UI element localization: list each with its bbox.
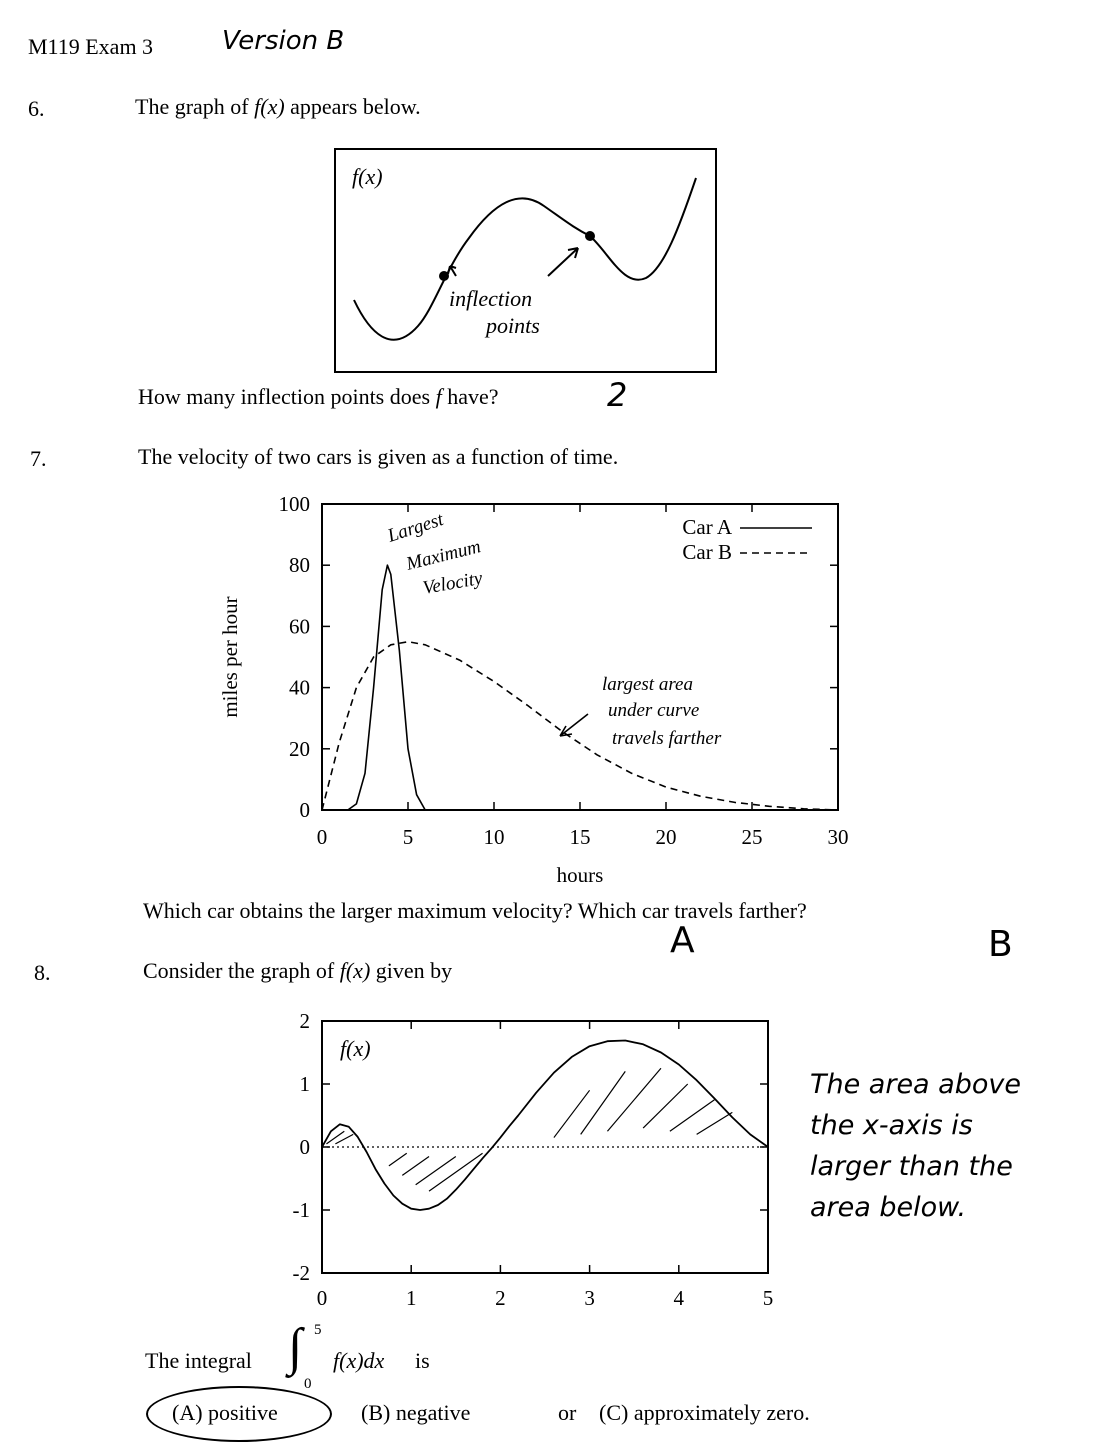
q7-note-area-2: under curve xyxy=(608,700,700,721)
q7-questions: Which car obtains the larger maximum velocity? Which car travels farther? xyxy=(143,898,807,923)
q8-note-line3: larger than the xyxy=(810,1151,1013,1182)
integral-sign: ∫ xyxy=(288,1319,303,1376)
q8-ytick-label: -1 xyxy=(292,1198,310,1222)
q8-function-curve xyxy=(322,1041,768,1211)
q7-note-area-3: travels farther xyxy=(612,728,722,749)
q7-answer-1: A xyxy=(670,920,695,961)
q8-ytick-label: 1 xyxy=(299,1072,310,1096)
q7-number: 7. xyxy=(30,446,47,471)
q7-series-car-a xyxy=(322,565,838,810)
choice-c[interactable]: (C) approximately zero. xyxy=(599,1400,810,1425)
q8-xtick-label: 4 xyxy=(673,1286,685,1310)
q7-xlabel: hours xyxy=(556,863,604,887)
q8-xtick-label: 5 xyxy=(762,1286,774,1310)
q7-ytick-label: 80 xyxy=(289,553,310,578)
q8-note xyxy=(810,1064,1021,1228)
q8-ytick-label: -2 xyxy=(292,1261,310,1285)
q8-note-line2: the x-axis is xyxy=(810,1110,973,1141)
q6-number: 6. xyxy=(28,96,45,121)
q7-ytick-label: 100 xyxy=(278,492,310,516)
q8-hatch-mark xyxy=(581,1071,626,1134)
q8-hatch-mark xyxy=(697,1112,733,1134)
q8-xtick-label: 1 xyxy=(405,1286,417,1310)
q8-hatch-mark xyxy=(643,1084,688,1128)
choice-or: or xyxy=(558,1400,577,1425)
q8-integral-post: is xyxy=(415,1348,430,1373)
q7-answer-2: B xyxy=(988,924,1013,965)
q8-ytick-label: 0 xyxy=(299,1135,310,1159)
q7-xtick-label: 25 xyxy=(741,825,763,849)
q7-prompt: The velocity of two cars is given as a function of time. xyxy=(138,444,619,469)
version-note: Version B xyxy=(222,26,345,56)
q6-graph-frame xyxy=(335,149,716,372)
q8-prompt: Consider the graph of f(x) given by xyxy=(143,958,453,983)
q6-answer: 2 xyxy=(607,376,628,414)
q7-ytick-label: 60 xyxy=(289,614,310,639)
q7-xtick-label: 20 xyxy=(655,825,677,849)
q8-hatch-mark xyxy=(429,1153,483,1191)
q7-plot-area xyxy=(218,492,849,887)
exam-title: M119 Exam 3 xyxy=(28,34,154,59)
q6-inflection-point-2 xyxy=(585,231,595,241)
q8-integral-upper: 5 xyxy=(314,1322,322,1338)
q7-xtick-label: 15 xyxy=(569,825,591,849)
choice-b[interactable]: (B) negative xyxy=(361,1400,471,1425)
q8-chart xyxy=(270,1005,790,1315)
q7-xtick-label: 0 xyxy=(316,825,328,849)
q7-xtick-label: 10 xyxy=(483,825,505,849)
q7-ytick-label: 0 xyxy=(299,798,310,822)
q8-plot-area xyxy=(293,1009,774,1310)
q8-hatch-mark xyxy=(670,1100,715,1132)
q7-note-area-1: largest area xyxy=(602,674,693,695)
q8-hatch-mark xyxy=(389,1153,407,1166)
q8-integral-body: f(x)dx xyxy=(333,1348,385,1373)
q7-chart xyxy=(210,490,870,895)
q8-hatch-mark xyxy=(416,1156,456,1184)
choice-a[interactable]: (A) positive xyxy=(172,1400,278,1425)
q8-ytick-label: 2 xyxy=(299,1009,310,1033)
q8-graph-label: f(x) xyxy=(340,1036,371,1061)
q8-hatch-mark xyxy=(607,1068,661,1131)
q7-note-max-1: Largest xyxy=(385,509,447,547)
q8-note-line4: area below. xyxy=(810,1192,967,1223)
q8-xtick-label: 0 xyxy=(316,1286,328,1310)
q7-series-car-b xyxy=(322,642,838,810)
q6-arrow-2 xyxy=(548,248,578,276)
q7-xtick-label: 5 xyxy=(402,825,414,849)
q8-xtick-label: 2 xyxy=(495,1286,506,1310)
q7-ylabel: miles per hour xyxy=(218,596,242,718)
q6-question: How many inflection points does f have? xyxy=(138,384,499,409)
q7-ytick-label: 20 xyxy=(289,736,310,761)
q7-ytick-label: 40 xyxy=(289,675,310,700)
q6-graph-label: f(x) xyxy=(352,164,383,189)
q7-note-max-3: Velocity xyxy=(421,567,485,599)
q6-annotation-line2: points xyxy=(486,313,540,338)
q6-annotation-line1: inflection xyxy=(449,286,533,311)
q7-area-arrow xyxy=(560,714,588,736)
q7-xtick-label: 30 xyxy=(827,825,849,849)
q7-note-max-2: Maximum xyxy=(404,536,483,575)
q8-note-line1: The area above xyxy=(810,1069,1021,1100)
q8-hatch-mark xyxy=(554,1090,590,1137)
q6-arrow-1 xyxy=(448,266,456,276)
q7-legend-label: Car B xyxy=(682,540,732,564)
q8-integral-lower: 0 xyxy=(304,1376,312,1392)
q7-legend-label: Car A xyxy=(682,515,732,539)
q8-hatch-mark xyxy=(402,1156,429,1175)
q6-graph xyxy=(334,148,718,374)
q8-integral-pre: The integral xyxy=(145,1348,252,1373)
q8-number: 8. xyxy=(34,960,51,985)
q8-xtick-label: 3 xyxy=(584,1286,595,1310)
q6-prompt: The graph of f(x) appears below. xyxy=(135,94,421,119)
